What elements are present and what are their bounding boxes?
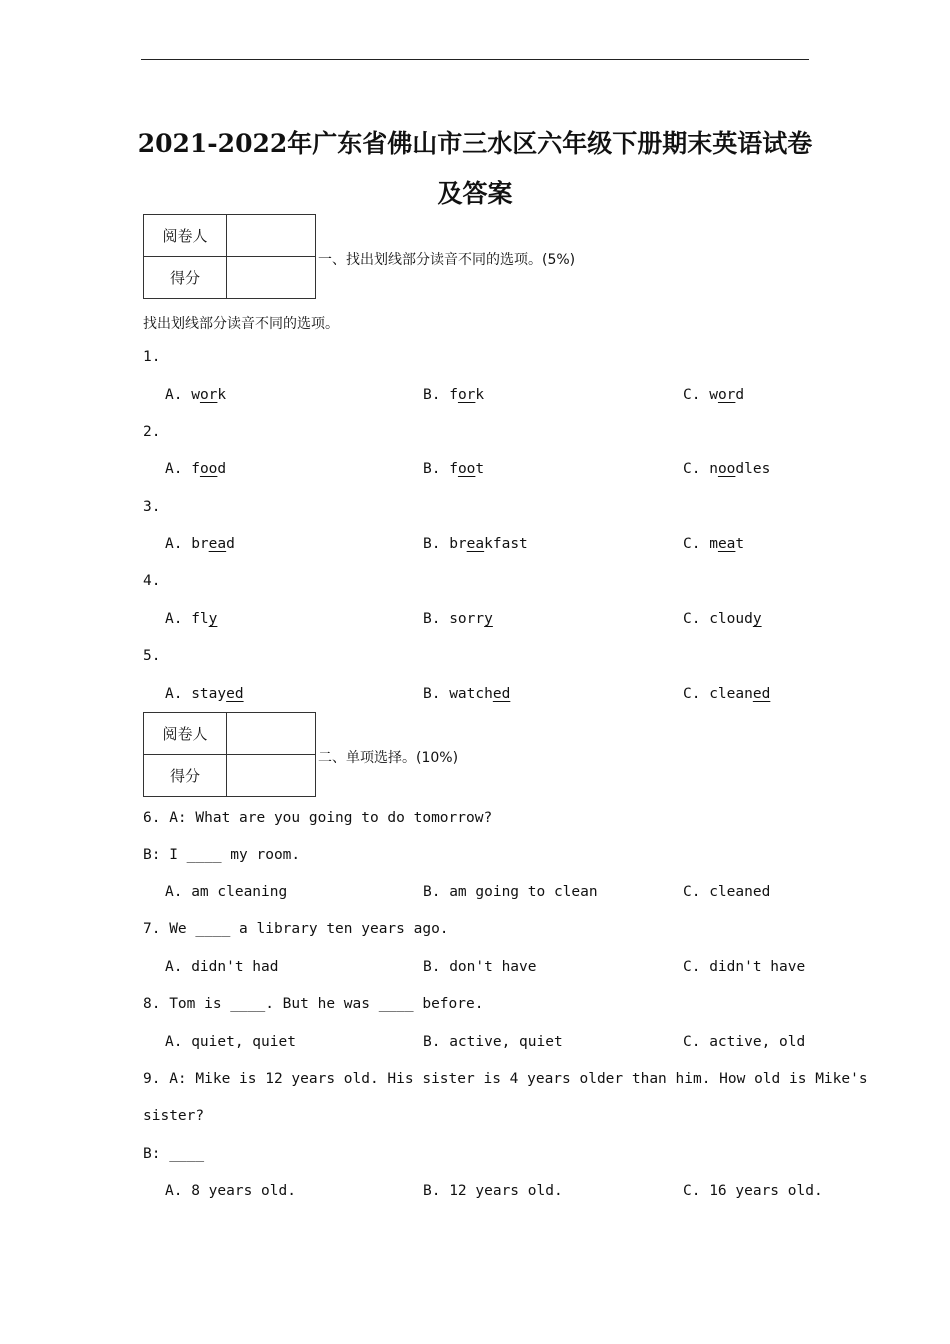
question-9-prompt: 9. A: Mike is 12 years old. His sister is 4 years older than him. How old is Mike's (143, 1071, 868, 1087)
option-c: C. active, old (683, 1034, 806, 1050)
option-a: A. bread (165, 536, 235, 552)
header-rule (141, 59, 809, 60)
option-a: A. stayed (165, 686, 244, 702)
option-c: C. 16 years old. (683, 1183, 823, 1199)
option-a: A. fly (165, 611, 218, 627)
question-8-prompt: 8. Tom is ____. But he was ____ before. (143, 996, 484, 1012)
question-number: 4. (143, 573, 161, 589)
option-b: B. watched (423, 686, 511, 702)
score-field[interactable] (227, 257, 316, 299)
underlined-part: ea (208, 536, 227, 552)
option-b: B. am going to clean (423, 884, 598, 900)
section1-heading: 一、找出划线部分读音不同的选项。(5%) (318, 252, 576, 268)
option-a: A. quiet, quiet (165, 1034, 296, 1050)
reviewer-label: 阅卷人 (144, 713, 227, 755)
underlined-part: ed (226, 686, 244, 702)
option-c: C. meat (683, 536, 745, 552)
score-label: 得分 (144, 257, 227, 299)
option-b: B. 12 years old. (423, 1183, 563, 1199)
option-b: B. foot (423, 461, 485, 477)
score-box-1 (143, 214, 316, 299)
question-9-response: B: ____ (143, 1146, 205, 1162)
option-a: A. food (165, 461, 227, 477)
underlined-part: oo (199, 461, 218, 477)
score-label: 得分 (144, 755, 227, 797)
question-number: 1. (143, 349, 161, 365)
underlined-part: ed (752, 686, 771, 702)
underlined-part: or (457, 387, 476, 403)
question-6-prompt: 6. A: What are you going to do tomorrow? (143, 810, 493, 826)
score-box-2 (143, 712, 316, 797)
page-title-continued: 及答案 (437, 179, 513, 208)
question-number: 2. (143, 424, 161, 440)
underlined-part: y (752, 611, 762, 627)
underlined-part: y (208, 611, 218, 627)
score-field[interactable] (227, 755, 316, 797)
option-b: B. sorry (423, 611, 493, 627)
underlined-part: ea (717, 536, 736, 552)
option-b: B. active, quiet (423, 1034, 563, 1050)
underlined-part: oo (457, 461, 476, 477)
question-9-prompt-continued: sister? (143, 1108, 205, 1124)
option-a: A. am cleaning (165, 884, 288, 900)
underlined-part: ed (492, 686, 511, 702)
underlined-part: or (717, 387, 736, 403)
option-a: A. work (165, 387, 227, 403)
underlined-part: y (484, 611, 493, 627)
reviewer-label: 阅卷人 (144, 215, 227, 257)
reviewer-field[interactable] (227, 713, 316, 755)
option-a: A. didn't had (165, 959, 279, 975)
option-a: A. 8 years old. (165, 1183, 296, 1199)
section1-instruction: 找出划线部分读音不同的选项。 (143, 316, 339, 332)
option-c: C. cleaned (683, 686, 771, 702)
option-c: C. cleaned (683, 884, 771, 900)
option-b: B. don't have (423, 959, 537, 975)
page-title: 2021-2022年广东省佛山市三水区六年级下册期末英语试卷 (137, 129, 813, 158)
option-c: C. didn't have (683, 959, 806, 975)
option-c: C. noodles (683, 461, 771, 477)
option-b: B. breakfast (423, 536, 528, 552)
question-6-response: B: I ____ my room. (143, 847, 301, 863)
question-7-prompt: 7. We ____ a library ten years ago. (143, 921, 449, 937)
question-number: 3. (143, 499, 161, 515)
underlined-part: or (199, 387, 218, 403)
section2-heading: 二、单项选择。(10%) (318, 750, 459, 766)
option-c: C. word (683, 387, 745, 403)
option-b: B. fork (423, 387, 485, 403)
underlined-part: oo (717, 461, 736, 477)
question-number: 5. (143, 648, 161, 664)
underlined-part: ea (466, 536, 485, 552)
reviewer-field[interactable] (227, 215, 316, 257)
option-c: C. cloudy (683, 611, 762, 627)
